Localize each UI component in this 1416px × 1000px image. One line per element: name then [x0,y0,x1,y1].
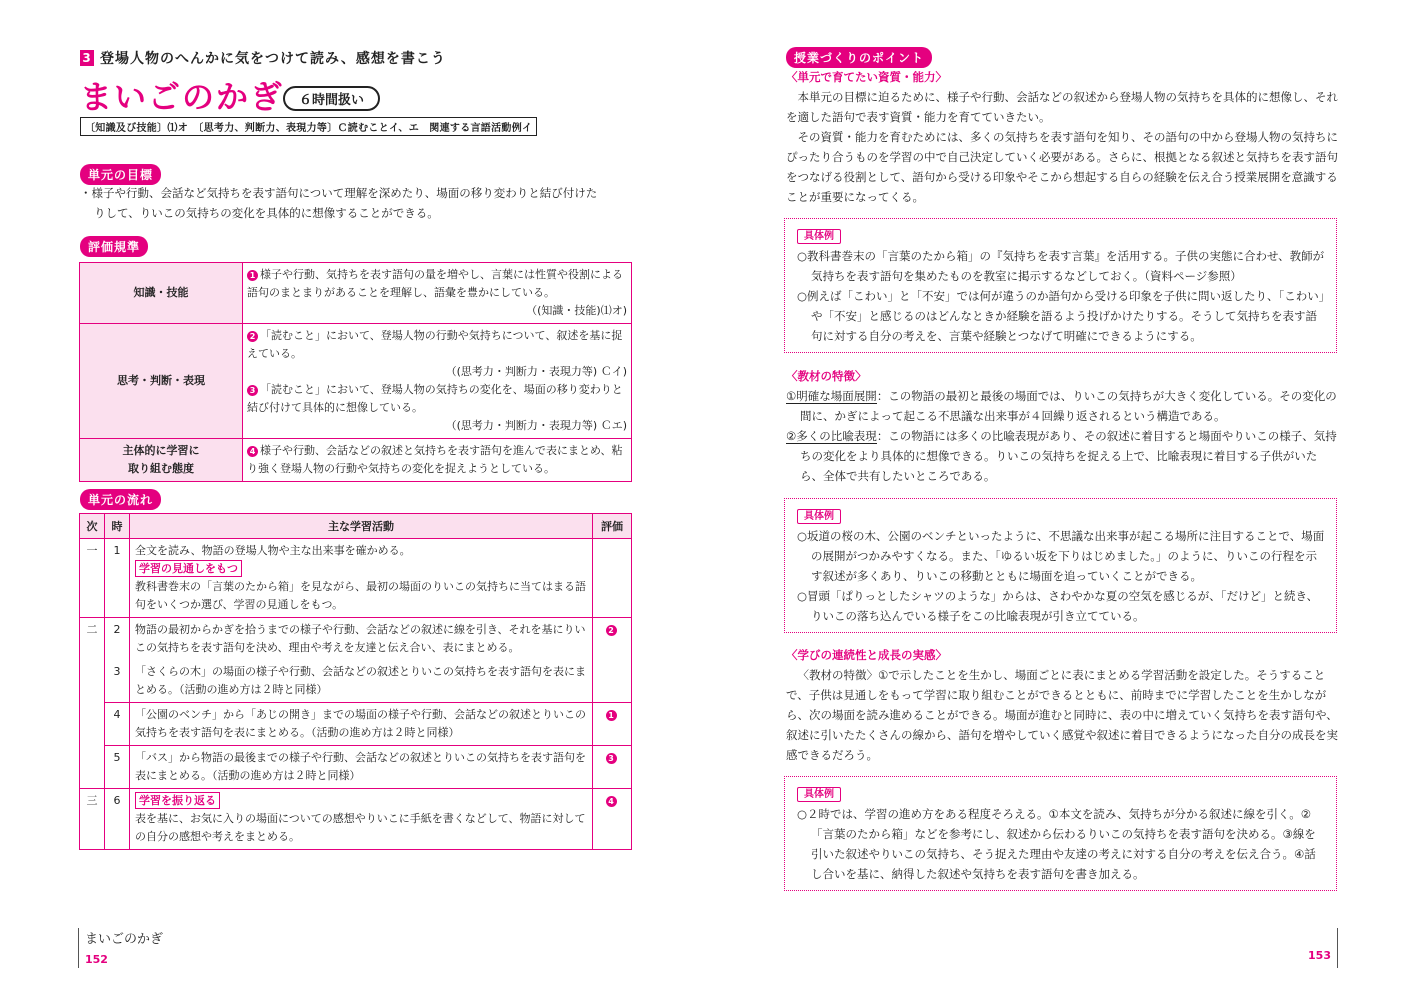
flow-activity: 「さくらの木」の場面の様子や行動、会話などの叙述とりいこの気持ちを表す語句を表にまとめる。（活動の進め方は２時と同様） [130,660,593,703]
evaluation-table [79,262,632,482]
table-row [80,703,632,746]
flow-eval [593,703,632,746]
section-qualities [786,67,1338,207]
criterion-text: 「読むこと」において、登場人物の行動や気持ちについて、叙述を基に捉えている。 [247,329,623,360]
header-ji: 次 [80,514,105,539]
flow-ji: 二 [80,618,105,789]
flow-activity: 「公園のベンチ」から「あじの開き」までの場面の様子や行動、会話などの叙述とりいこの気持ちを表す語句を表にまとめる。（活動の進め方は２時と同様） [130,703,593,746]
flow-eval [593,789,632,850]
page-title: まいごのかぎ [80,78,285,116]
eval-marker: 4 [606,796,617,807]
footer-right [1308,928,1338,968]
section-title: 〈学びの連続性と成長の実感〉 [786,648,947,662]
activity-text: 全文を読み、物語の登場人物や主な出来事を確かめる。 [135,544,411,557]
unit-heading [80,48,446,68]
example-label: 具体例 [797,229,841,244]
flow-table [79,513,632,850]
paragraph: その資質・能力を育むためには、多くの気持ちを表す語句を知り、その語句の中から登場人物の気持ちにぴったり合うものを学習の中で自己決定していく必要がある。さらに、根拠となる叙述と気持ちを表す語句をつなげる役割として、語句から受ける印象やそこから想起する自らの経験を伝え合う授業展開を意識することが重要になってくる。 [786,130,1338,204]
criterion-text: 「読むこと」において、登場人物の気持ちの変化を、場面の移り変わりと結び付けて具体的に想像している。 [247,383,623,414]
eval-row-content [243,324,632,439]
flow-toki: 2 [105,618,130,661]
flow-activity [130,539,593,618]
header-toki: 時 [105,514,130,539]
unit-number: 3 [80,50,94,66]
flow-activity: 物語の最初からかぎを拾うまでの様子や行動、会話などの叙述に線を引き、それを基にりいこの気持ちを表す語句を決め、理由や考えを友達と伝え合い、表にまとめる。 [130,618,593,661]
unit-heading-text: 登場人物のへんかに気をつけて読み、感想を書こう [100,51,446,67]
eval-marker: 1 [606,710,617,721]
criterion-number: 2 [247,331,258,342]
section-title: 〈教材の特徴〉 [786,369,867,383]
footer-title: まいごのかぎ [85,932,164,947]
section-material [786,366,1338,486]
example-item: ○冒頭「ぱりっとしたシャツのような」からは、さわやかな夏の空気を感じるが、「だけど」と続き、りいこの落ち込んでいる様子をこの比喩表現が引き立てている。 [797,589,1319,623]
eval-row-attitude [80,439,632,482]
eval-label: 評価規準 [80,236,148,257]
points-label: 授業づくりのポイント [786,47,932,68]
table-row [80,746,632,789]
example-label: 具体例 [797,509,841,524]
flow-toki: 1 [105,539,130,618]
example-label: 具体例 [797,787,841,802]
eval-row-label: 思考・判断・表現 [80,324,243,439]
criterion-text: 様子や行動、気持ちを表す語句の量を増やし、言葉には性質や役割による語句のまとまりがあることを理解し、語彙を豊かにしている。 [247,268,623,299]
flow-label: 単元の流れ [80,489,161,510]
feature-text: ：この物語には多くの比喩表現があり、その叙述に着目すると場面やりいこの様子、気持ちの変化をより具体的に想像できる。りいこの気持ちを捉える上で、比喩表現に着目する子供がいたら、全体で共有したいところである。 [800,429,1337,483]
table-row [80,789,632,850]
feature-item [786,386,1338,426]
flow-header [80,514,632,539]
hours-badge: ６時間扱い [283,86,380,111]
criterion-number: 3 [247,385,258,396]
header-eval: 評価 [593,514,632,539]
paragraph: 〈教材の特徴〉①で示したことを生かし、場面ごとに表にまとめる学習活動を設定した。そうすることで、子供は見通しをもって学習に取り組むことができるとともに、前時までに学習したことを生かしながら、次の場面を読み進めることができる。場面が進むと同時に、表の中に増えていく気持ちを表す語句や、叙述に引いたたくさんの線から、語句を増やしていく感覚や叙述に着目できるようになった自分の成長を実感できるだろう。 [786,668,1338,762]
criterion-number: 4 [247,446,258,457]
eval-row-label [80,439,243,482]
feature-head: ②多くの比喩表現 [786,429,877,443]
activity-text-2: 表を基に、お気に入りの場面についての感想やりいこに手紙を書くなどして、物語に対しての自分の感想や考えをまとめる。 [135,812,586,843]
eval-label-line: 取り組む態度 [128,462,194,475]
standards-box: 〔知識及び技能〕⑴オ 〔思考力、判断力、表現力等〕Ｃ読むことイ、エ 関連する言語活動例イ [80,117,537,136]
feature-text: ：この物語の最初と最後の場面では、りいこの気持ちが大きく変化している。その変化の間に、かぎによって起こる不思議な出来事が４回繰り返されるという構造である。 [800,389,1337,423]
right-page [708,0,1416,1000]
section-title: 〈単元で育てたい資質・能力〉 [786,70,947,84]
criterion-number: 1 [247,270,258,281]
header-main: 主な学習活動 [130,514,593,539]
goal-line-2: りして、りいこの気持ちの変化を具体的に想像することができる。 [94,206,439,220]
example-box [784,776,1337,891]
eval-row-content [243,439,632,482]
eval-label-line: 主体的に学習に [122,444,200,457]
example-item: ○例えば「こわい」と「不安」では何が違うのか語句から受ける印象を子供に問い返したり、「こわい」や「不安」と感じるのはどんなときか経験を語るよう投げかけたりする。そうして気持ちを表す語句に対する自分の考えを、言葉や経験とつなげて明確にできるようにする。 [797,289,1325,343]
criterion-ref: （(知識・技能)⑴オ) [526,304,627,317]
paragraph: 本単元の目標に迫るために、様子や行動、会話などの叙述から登場人物の気持ちを具体的に想像し、それを適した語句で表す資質・能力を育てていきたい。 [786,90,1338,124]
table-row [80,660,632,703]
flow-toki: 5 [105,746,130,789]
flow-eval [593,746,632,789]
footer-left [78,928,163,968]
activity-text-2: 教科書巻末の「言葉のたから箱」を見ながら、最初の場面のりいこの気持ちに当てはまる語句をいくつか選び、学習の見通しをもつ。 [135,580,586,611]
page-number: 152 [85,953,108,966]
eval-row-content [243,263,632,324]
goal-label: 単元の目標 [80,164,161,185]
flow-eval [593,618,632,703]
goal-line-1: ・様子や行動、会話など気持ちを表す語句について理解を深めたり、場面の移り変わりと結び付けた [80,186,598,200]
flow-toki: 6 [105,789,130,850]
activity-tag: 学習を振り返る [135,792,220,809]
flow-activity: 「バス」から物語の最後までの様子や行動、会話などの叙述とりいこの気持ちを表す語句を表にまとめる。（活動の進め方は２時と同様） [130,746,593,789]
table-row [80,618,632,661]
flow-toki: 4 [105,703,130,746]
flow-activity [130,789,593,850]
example-item: ○坂道の桜の木、公園のベンチといったように、不思議な出来事が起こる場所に注目することで、場面の展開がつかみやすくなる。また、「ゆるい坂を下りはじめました。」のように、りいこの行程を示す叙述が多くあり、りいこの移動とともに場面を追っていくことができる。 [797,529,1325,583]
example-box [784,498,1337,633]
goal-text [80,183,640,223]
criterion-ref: （(思考力・判断力・表現力等) Ｃエ) [445,419,627,432]
example-item: ○２時では、学習の進め方をある程度そろえる。①本文を読み、気持ちが分かる叙述に線を引く。②「言葉のたから箱」などを参考にし、叙述から伝わるりいこの気持ちを表す語句を決める。③線を引いた叙述やりいこの気持ち、そう捉えた理由や友達の考えに対する自分の考えを伝え合う。④話し合いを基に、納得した叙述や気持ちを表す語句を書き加える。 [797,807,1316,881]
eval-row-thinking [80,324,632,439]
eval-row-label: 知識・技能 [80,263,243,324]
table-row [80,539,632,618]
section-continuity [786,645,1338,765]
activity-tag: 学習の見通しをもつ [135,560,242,577]
feature-head: ①明確な場面展開 [786,389,877,403]
example-box [784,218,1337,353]
feature-item [786,426,1338,486]
eval-row-knowledge [80,263,632,324]
eval-marker: 2 [606,625,617,636]
flow-toki: 3 [105,660,130,703]
flow-ji: 三 [80,789,105,850]
example-item: ○教科書巻末の「言葉のたから箱」の『気持ちを表す言葉』を活用する。子供の実態に合わせ、教師が気持ちを表す語句を集めたものを教室に掲示するなどしておく。（資料ページ参照） [797,249,1325,283]
eval-marker: 3 [606,753,617,764]
flow-eval [593,539,632,618]
flow-ji: 一 [80,539,105,618]
page-number: 153 [1308,949,1331,962]
criterion-text: 様子や行動、会話などの叙述と気持ちを表す語句を進んで表にまとめ、粘り強く登場人物の行動や気持ちの変化を捉えようとしている。 [247,444,623,475]
criterion-ref: （(思考力・判断力・表現力等) Ｃイ) [445,365,627,378]
